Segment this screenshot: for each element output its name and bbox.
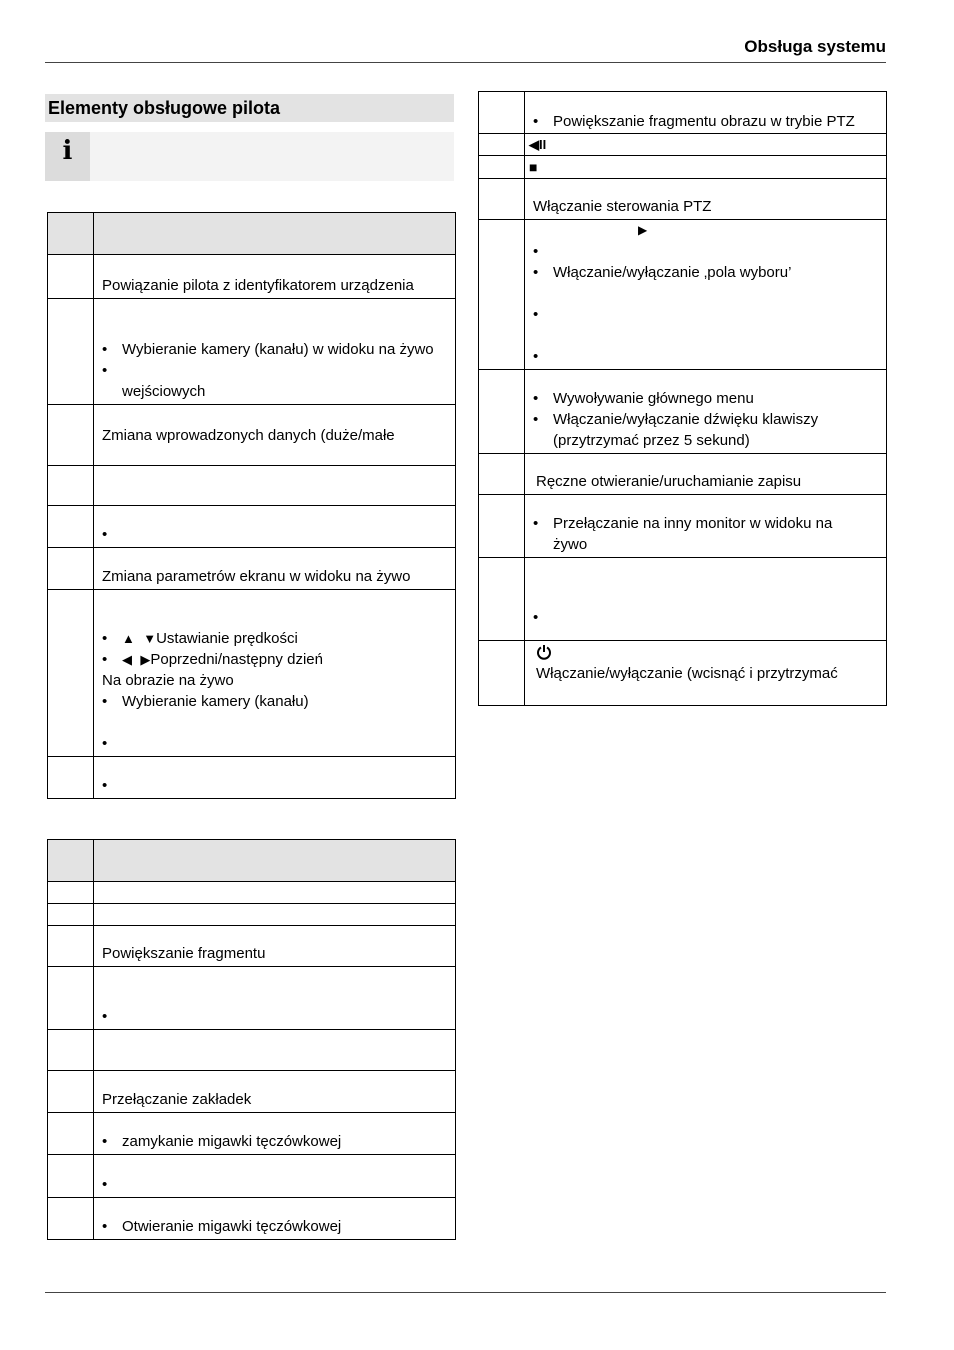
table-row bbox=[48, 904, 456, 926]
info-icon-cell bbox=[45, 132, 90, 181]
list-item: • bbox=[533, 609, 539, 626]
table-row bbox=[48, 466, 456, 506]
table-row bbox=[48, 548, 456, 590]
table-row bbox=[48, 255, 456, 299]
list-item: • bbox=[533, 348, 539, 365]
footer-rule bbox=[45, 1292, 886, 1293]
list-item: • ▲ ▼Ustawianie prędkości bbox=[102, 630, 298, 647]
table-row bbox=[48, 299, 456, 405]
row-text: Włączanie sterowania PTZ bbox=[533, 198, 712, 215]
live-label: Na obrazie na żywo bbox=[102, 672, 234, 689]
table-row bbox=[48, 967, 456, 1030]
play-icon: ▶ bbox=[638, 223, 648, 237]
info-icon: i bbox=[62, 136, 73, 166]
step-back-pause-icon: ◀II bbox=[529, 137, 547, 152]
list-item-continuation: wejściowych bbox=[122, 383, 206, 400]
list-item: • Przełączanie na inny monitor w widoku na bbox=[533, 515, 833, 532]
list-item: • bbox=[533, 243, 539, 260]
row-text: Zmiana wprowadzonych danych (duże/małe bbox=[102, 426, 395, 444]
row-text: Przełączanie zakładek bbox=[102, 1091, 252, 1108]
list-item: • ◀ ▶Poprzedni/następny dzień bbox=[102, 651, 323, 668]
table-row bbox=[479, 558, 887, 641]
arrow-up-icon: ▲ bbox=[122, 631, 135, 646]
table-row bbox=[479, 370, 887, 454]
remote-controls-table-2 bbox=[47, 839, 456, 1240]
info-box bbox=[45, 132, 454, 181]
arrow-right-icon: ▶ bbox=[140, 652, 151, 667]
table-row bbox=[48, 1030, 456, 1071]
list-item: • bbox=[102, 362, 108, 379]
list-item-continuation: (przytrzymać przez 5 sekund) bbox=[553, 432, 750, 449]
list-item: • Włączanie/wyłączanie ‚pola wyboru’ bbox=[533, 264, 792, 281]
table-header-row bbox=[48, 840, 456, 882]
power-icon bbox=[536, 644, 878, 663]
table-row bbox=[48, 1155, 456, 1198]
table-row bbox=[48, 882, 456, 904]
page-header-title: Obsługa systemu bbox=[744, 37, 886, 56]
table-row bbox=[48, 1113, 456, 1155]
table-row bbox=[479, 454, 887, 495]
row-text: Powiększanie fragmentu bbox=[102, 945, 266, 962]
list-item: • Wywoływanie głównego menu bbox=[533, 390, 754, 407]
table-row bbox=[479, 92, 887, 134]
list-item: • Powiększanie fragmentu obrazu w trybie PTZ bbox=[533, 113, 855, 130]
table-row bbox=[479, 179, 887, 220]
table-header-row bbox=[48, 213, 456, 255]
table-row bbox=[48, 1071, 456, 1113]
list-item: • Włączanie/wyłączanie dźwięku klawiszy bbox=[533, 411, 819, 428]
arrow-down-icon: ▼ bbox=[143, 631, 157, 646]
list-item: • bbox=[102, 1176, 108, 1193]
row-text: Włączanie/wyłączanie (wcisnąć i przytrzymać bbox=[536, 665, 838, 682]
table-row bbox=[479, 495, 887, 558]
stop-icon: ■ bbox=[529, 158, 538, 175]
list-item: • bbox=[533, 306, 539, 323]
table-row bbox=[48, 506, 456, 548]
row-text: Zmiana parametrów ekranu w widoku na żywo bbox=[102, 568, 411, 585]
list-item: • Wybieranie kamery (kanału) bbox=[102, 693, 309, 710]
table-row bbox=[48, 926, 456, 967]
arrow-left-icon: ◀ bbox=[122, 652, 132, 667]
row-text: Powiązanie pilota z identyfikatorem urządzenia bbox=[102, 277, 414, 294]
remote-controls-table-3 bbox=[478, 91, 887, 706]
table-row bbox=[48, 757, 456, 799]
list-item-continuation: żywo bbox=[553, 536, 588, 553]
list-item: • bbox=[102, 777, 108, 794]
table-row bbox=[479, 156, 887, 179]
remote-controls-table-1 bbox=[47, 212, 456, 799]
table-row bbox=[48, 590, 456, 757]
list-item: • bbox=[102, 1008, 108, 1025]
section-title: Elementy obsługowe pilota bbox=[45, 94, 454, 122]
list-item: • Otwieranie migawki tęczówkowej bbox=[102, 1218, 342, 1235]
table-row bbox=[479, 134, 887, 156]
list-item: • bbox=[102, 735, 108, 752]
list-item: • Wybieranie kamery (kanału) w widoku na żywo bbox=[102, 341, 434, 358]
row-text: Ręczne otwieranie/uruchamianie zapisu bbox=[536, 473, 802, 490]
table-row bbox=[479, 220, 887, 370]
table-row bbox=[48, 1198, 456, 1240]
header-rule bbox=[45, 62, 886, 63]
table-row bbox=[479, 641, 887, 706]
list-item: • bbox=[102, 526, 108, 543]
list-item: • zamykanie migawki tęczówkowej bbox=[102, 1133, 342, 1150]
table-row bbox=[48, 405, 456, 466]
